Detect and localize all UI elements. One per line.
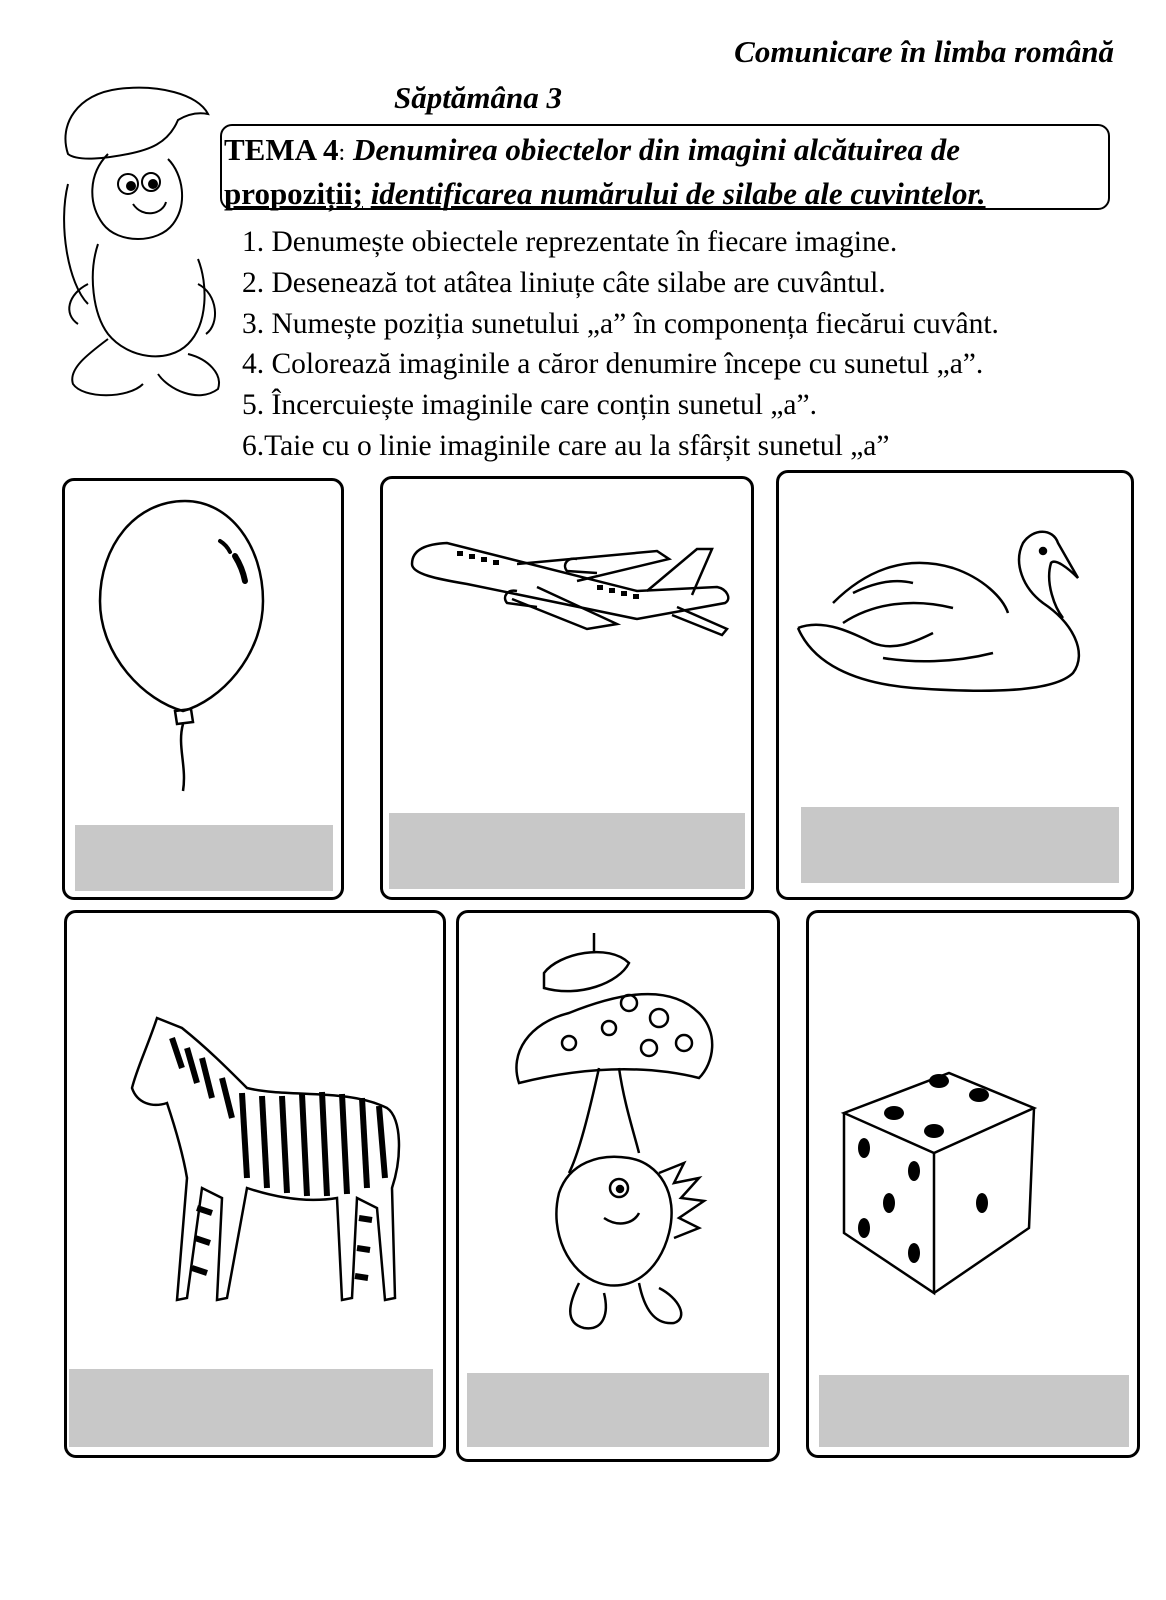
task-item: 1. Denumește obiectele reprezentate în fiecare imagine. (242, 226, 898, 258)
answer-box[interactable] (69, 1369, 433, 1447)
topic-line-2 (224, 176, 986, 212)
swan-icon (793, 523, 1093, 703)
topic-line-2-text: identificarea numărului de silabe ale cuvintelor. (370, 176, 986, 211)
balloon-icon (95, 496, 275, 806)
airplane-icon (407, 529, 737, 659)
answer-box[interactable] (819, 1375, 1129, 1447)
task-item: 5. Încercuiește imaginile care conțin sunetul „a”. (242, 389, 817, 422)
topic-label: TEMA 4 (224, 132, 339, 167)
task-item: 3. Numește poziția sunetului „a” în componența fiecărui cuvânt. (242, 307, 999, 340)
smurf-illustration (48, 84, 228, 414)
answer-box[interactable] (467, 1373, 769, 1447)
answer-box[interactable] (75, 825, 333, 891)
subject-title: Comunicare în limba română (734, 34, 1114, 69)
topic-colon: : (338, 140, 346, 166)
topic-line-1 (224, 132, 960, 168)
picture-card-airplane (380, 476, 754, 900)
picture-card-hedgehog (456, 910, 780, 1462)
picture-card-balloon (62, 478, 344, 900)
week-title: Săptămâna 3 (394, 80, 562, 115)
picture-card-dice (806, 910, 1140, 1458)
task-item: 6.Taie cu o linie imaginile care au la sfârșit sunetul „a” (242, 429, 890, 462)
task-list (242, 222, 999, 467)
hedgehog-mushroom-icon (509, 933, 729, 1353)
picture-card-swan (776, 470, 1134, 900)
task-item: 2. Desenează tot atâtea liniuțe câte silabe are cuvântul. (242, 266, 886, 299)
picture-card-zebra (64, 910, 446, 1458)
topic-line-2-underlined: propoziții; (224, 176, 363, 211)
dice-icon (839, 1053, 1039, 1293)
answer-box[interactable] (389, 813, 745, 889)
zebra-icon (127, 1008, 407, 1328)
answer-box[interactable] (801, 807, 1119, 883)
topic-line-1-text: Denumirea obiectelor din imagini alcătuirea de (352, 132, 961, 167)
task-item: 4. Colorează imaginile a căror denumire începe cu sunetul „a”. (242, 348, 984, 381)
